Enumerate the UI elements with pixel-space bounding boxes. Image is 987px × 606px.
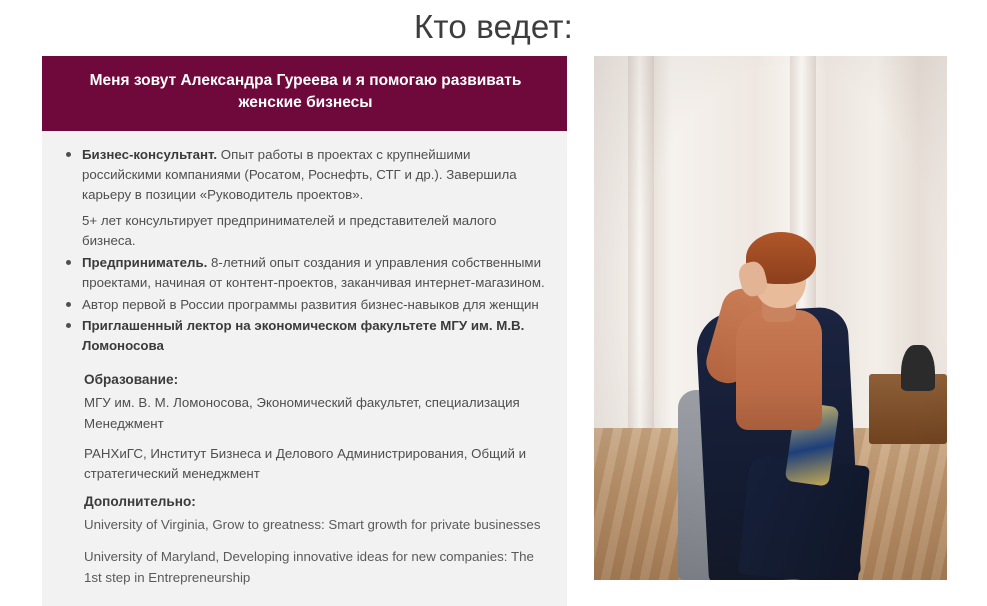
- bio-card-header-text: Меня зовут Александра Гуреева и я помогаю развивать женские бизнесы: [89, 72, 522, 112]
- photo-vignette: [594, 56, 947, 580]
- bullet-lead: Бизнес-консультант.: [82, 146, 218, 162]
- card-bottom-spacer: [42, 600, 567, 606]
- bullet-text: 8-летний опыт создания и управления собственными проектами, начиная от контент-проектов, заканчивая интернет-магазином.: [82, 254, 545, 290]
- bio-bullet-list: [42, 131, 567, 362]
- education-item: МГУ им. В. М. Ломоносова, Экономический факультет, специализация Менеджмент: [84, 395, 520, 431]
- bio-card-header: [42, 56, 567, 131]
- additional-heading: Дополнительно:: [84, 494, 196, 510]
- additional-item: University of Virginia, Grow to greatness: Smart growth for private businesses: [84, 517, 541, 533]
- bullet-extra: 5+ лет консультирует предпринимателей и представителей малого бизнеса.: [82, 212, 497, 248]
- slide-root: [0, 8, 987, 603]
- bullet-lead: Предприниматель.: [82, 254, 208, 270]
- photo-column: [594, 56, 947, 580]
- page-title: Кто ведет:: [413, 8, 574, 45]
- education-heading: Образование:: [84, 372, 179, 388]
- list-item: [82, 145, 549, 251]
- bio-card: [42, 56, 567, 606]
- list-item: [82, 253, 549, 293]
- education-section: [42, 372, 567, 587]
- list-item: [82, 316, 549, 356]
- bullet-text: Опыт работы в проектах с крупнейшими российскими компаниями (Росатом, Роснефть, СТГ и др.). Завершила карьеру в позиции «Руководитель проектов».: [82, 146, 517, 202]
- content-row: [0, 56, 987, 606]
- presenter-photo: [594, 56, 947, 580]
- additional-item: University of Maryland, Developing innovative ideas for new companies: The 1st step in Entrepreneurship: [84, 549, 534, 585]
- bullet-text: Автор первой в России программы развития бизнес-навыков для женщин: [82, 296, 539, 312]
- bullet-lead: Приглашенный лектор на экономическом факультете МГУ им. М.В. Ломоносова: [82, 318, 525, 354]
- list-item: [82, 295, 549, 315]
- education-item: РАНХиГС, Институт Бизнеса и Делового Администрирования, Общий и стратегический менеджмент: [84, 445, 527, 481]
